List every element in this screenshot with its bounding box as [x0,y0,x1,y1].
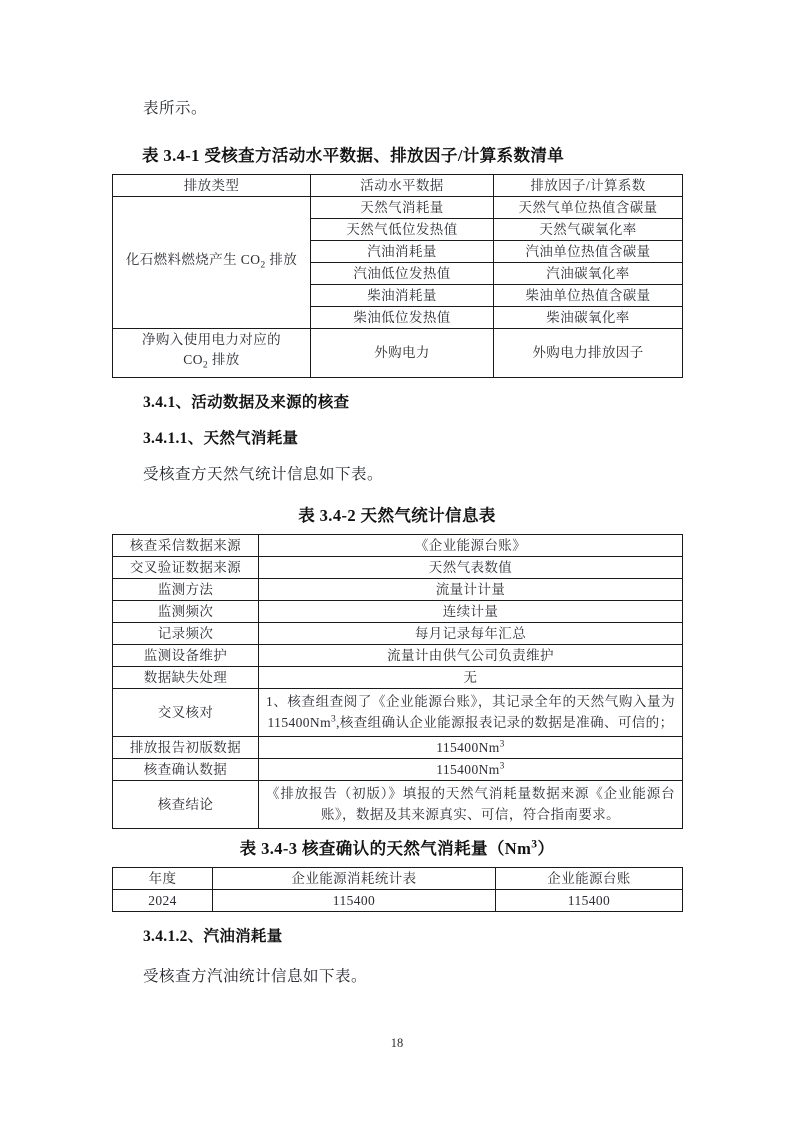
table3-title-pre: 表 3.4-3 核查确认的天然气消耗量（Nm [239,838,532,858]
table1-factor-cell: 柴油单位热值含碳量 [494,285,683,307]
paragraph-natural-gas-intro: 受核查方天然气统计信息如下表。 [143,465,384,483]
category-text-after: 排放 [265,251,298,267]
table2-value-cell: 连续计量 [259,600,683,622]
table-row [113,622,683,644]
table1-factor-cell: 汽油单位热值含碳量 [494,241,683,263]
table2-crosscheck-label: 交叉核对 [113,688,259,736]
nm3-superscript: 3 [531,838,538,851]
nm3-superscript: 3 [499,739,505,750]
table2-label-cell: 核查采信数据来源 [113,534,259,556]
table1-header-activity-data: 活动水平数据 [311,175,494,197]
table1-factor-cell: 天然气单位热值含碳量 [494,197,683,219]
intro-paragraph: 表所示。 [143,100,208,117]
table1-header-emission-factor: 排放因子/计算系数 [494,175,683,197]
table3-header-year: 年度 [113,867,213,889]
table2-value-cell: 流量计计量 [259,578,683,600]
crosscheck-line-2-post: ,核查组确认企业能源报表记录的数据 [336,714,563,730]
co2-subscript: 2 [260,259,266,271]
table3-cell-statistic-table: 115400 [213,889,496,911]
table2-crosscheck-value [259,688,683,736]
table2-label-cell: 监测设备维护 [113,644,259,666]
table2-conclusion-value [259,780,683,828]
table2-confirmed-data-value [259,758,683,780]
table3-cell-year: 2024 [113,889,213,911]
table-row [113,889,683,911]
table-row [113,736,683,758]
table1-activity-cell: 天然气消耗量 [311,197,494,219]
table-3-4-1 [112,174,683,378]
table2-label-cell: 数据缺失处理 [113,666,259,688]
table2-label-cell: 监测方法 [113,578,259,600]
table2-label-cell: 交叉验证数据来源 [113,556,259,578]
table1-activity-cell: 汽油消耗量 [311,241,494,263]
table3-cell-ledger: 115400 [496,889,683,911]
table1-activity-cell: 柴油消耗量 [311,285,494,307]
nm3-superscript: 3 [330,714,337,725]
table2-value-cell: 无 [259,666,683,688]
table-row [113,578,683,600]
table1-activity-cell: 外购电力 [311,329,494,378]
page-number: 18 [390,1036,404,1050]
table1-category-fossil-fuel [113,197,311,329]
table2-label-cell: 监测频次 [113,600,259,622]
conclusion-line-1: 《排放报告（初版）》填报的天然气消耗量数据来源《企业 [266,785,633,801]
category-text-before: 净购入使用电力对应的 [142,332,281,347]
co2-subscript: 2 [202,359,209,371]
table1-factor-cell: 外购电力排放因子 [494,329,683,378]
table3-title-post: ） [537,838,555,858]
category-text-after: 排放 [208,352,240,367]
table3-title [112,837,682,861]
initial-value-number: 115400Nm [436,739,500,755]
table2-initial-data-value [259,736,683,758]
heading-3-4-1: 3.4.1、活动数据及来源的核查 [143,393,350,411]
table2-value-cell: 每月记录每年汇总 [259,622,683,644]
table1-activity-cell: 汽油低位发热值 [311,263,494,285]
table-row [113,556,683,578]
table-row [113,329,683,378]
table2-value-cell: 天然气表数值 [259,556,683,578]
table1-category-purchased-electricity: 净购入使用电力对应的 $CO_2$ 排放 [113,329,311,378]
crosscheck-line-1: 1、核查组查阅了《企业能源台账》，其记录全年的天然气 [266,693,619,709]
table-row [113,197,683,219]
confirmed-value-number: 115400Nm [436,761,500,777]
table3-header-ledger: 企业能源台账 [496,867,683,889]
crosscheck-line-2-pre: 购入量为 115400Nm [267,693,675,730]
conclusion-line-2: 能源台账》，数据及其来源真实、可信，符合指南要求。 [320,785,675,822]
table-row [113,758,683,780]
heading-3-4-1-2: 3.4.1.2、汽油消耗量 [143,927,283,945]
crosscheck-line-3: 是准确、可信的； [562,714,674,730]
table1-factor-cell: 柴油碳氧化率 [494,307,683,329]
table2-value-cell: 流量计由供气公司负责维护 [259,644,683,666]
table-row-conclusion [113,780,683,828]
paragraph-gasoline-intro: 受核查方汽油统计信息如下表。 [143,967,368,985]
page-content [112,96,682,990]
table-row-crosscheck [113,688,683,736]
heading-3-4-1-1: 3.4.1.1、天然气消耗量 [143,429,299,447]
table-row [113,644,683,666]
nm3-superscript: 3 [499,761,505,772]
table1-header-emission-type: 排放类型 [113,175,311,197]
table1-title: 表 3.4-1 受核查方活动水平数据、排放因子/计算系数清单 [142,146,565,165]
table-header-row [113,867,683,889]
table2-label-cell: 记录频次 [113,622,259,644]
table-3-4-2 [112,534,683,829]
table-row [113,600,683,622]
table1-activity-cell: 天然气低位发热值 [311,219,494,241]
table-header-row [113,175,683,197]
table2-value-cell: 《企业能源台账》 [259,534,683,556]
category-text-before: 化石燃料燃烧产生 CO [125,251,261,267]
table2-initial-data-label: 排放报告初版数据 [113,736,259,758]
table2-title: 表 3.4-2 天然气统计信息表 [298,505,496,525]
table2-confirmed-data-label: 核查确认数据 [113,758,259,780]
table-row [113,666,683,688]
table-3-4-3 [112,867,683,912]
table-row [113,534,683,556]
table2-conclusion-label: 核查结论 [113,780,259,828]
table1-factor-cell: 汽油碳氧化率 [494,263,683,285]
table3-header-statistic-table: 企业能源消耗统计表 [213,867,496,889]
table1-factor-cell: 天然气碳氧化率 [494,219,683,241]
table1-activity-cell: 柴油低位发热值 [311,307,494,329]
